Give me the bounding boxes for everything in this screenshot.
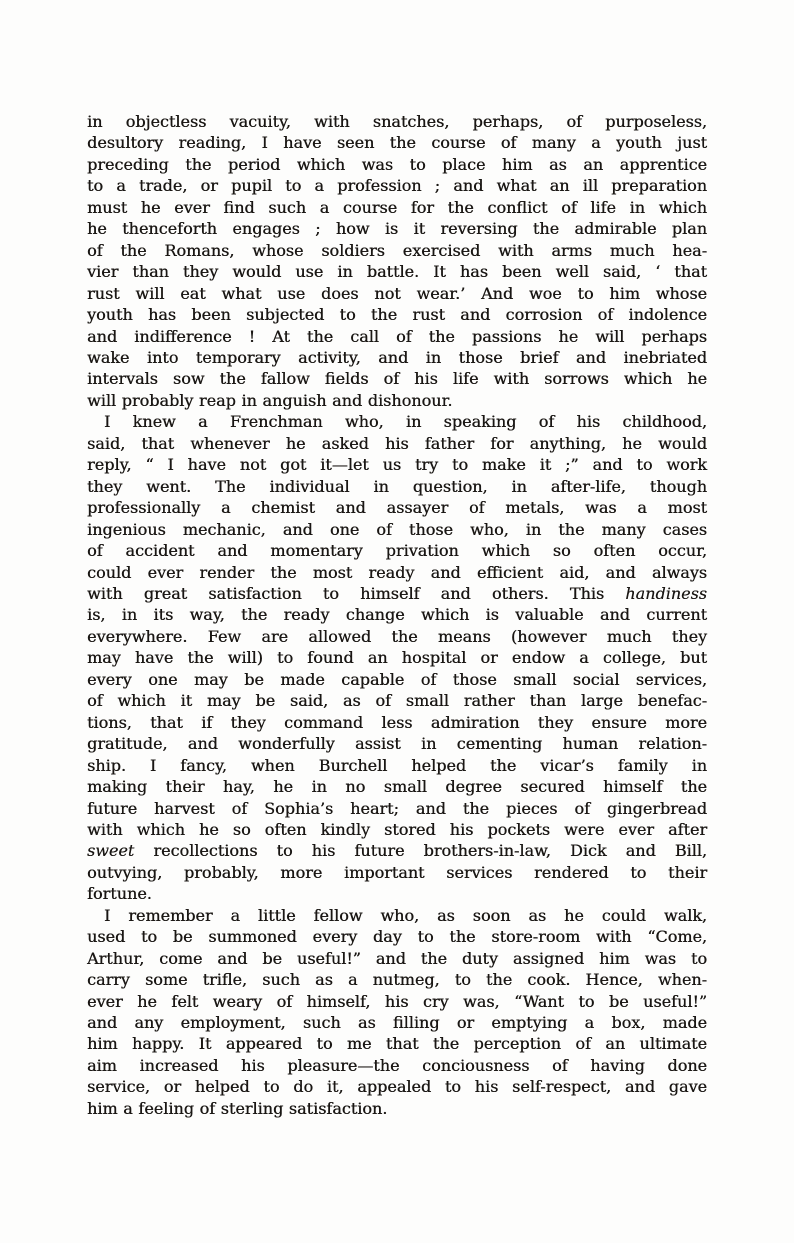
text-line: he thenceforth engages ; how is it reversing the admirable plan (87, 219, 707, 239)
text-line: fortune. (87, 884, 152, 904)
italic-word: sweet (87, 841, 135, 861)
text-line: ship. I fancy, when Burchell helped the vicar’s family in (87, 755, 707, 775)
text-line: outvying, probably, more important services rendered to their (87, 862, 707, 882)
paragraph-1 (87, 111, 707, 411)
text-line: gratitude, and wonderfully assist in cementing human relation- (87, 734, 707, 754)
text-line: him happy. It appeared to me that the perception of an ultimate (87, 1034, 707, 1054)
text-line: and any employment, such as filling or emptying a box, made (87, 1013, 707, 1033)
text-line: everywhere. Few are allowed the means (however much they (87, 626, 707, 646)
text-line: ever he felt weary of himself, his cry was, “Want to be useful!” (87, 991, 707, 1011)
paragraph-2 (87, 411, 707, 904)
text-line: Arthur, come and be useful!” and the duty assigned him was to (87, 948, 707, 968)
text-line: will probably reap in anguish and dishonour. (87, 390, 453, 410)
text-line: said, that whenever he asked his father for anything, he would (87, 433, 707, 453)
text-line: carry some trifle, such as a nutmeg, to the cook. Hence, when- (87, 970, 707, 990)
text-line (87, 583, 707, 604)
text-line: to a trade, or pupil to a profession ; and what an ill preparation (87, 176, 707, 196)
text-line: desultory reading, I have seen the course of many a youth just (87, 133, 707, 153)
text-line: could ever render the most ready and efficient aid, and always (87, 562, 707, 582)
text-line: making their hay, he in no small degree secured himself the (87, 777, 707, 797)
text-line: wake into temporary activity, and in those brief and inebriated (87, 347, 707, 367)
text-line: and indifference ! At the call of the passions he will perhaps (87, 326, 707, 346)
text-line: reply, “ I have not got it—let us try to make it ;” and to work (87, 455, 707, 475)
text-line: I knew a Frenchman who, in speaking of his childhood, (104, 412, 707, 432)
italic-word: handiness (625, 583, 707, 603)
text-segment: with great satisfaction to himself and others. This (87, 583, 626, 603)
text-line: in objectless vacuity, with snatches, perhaps, of purposeless, (87, 112, 707, 131)
text-line: must he ever find such a course for the conflict of life in which (87, 197, 707, 217)
text-line: they went. The individual in question, in after-life, though (87, 476, 707, 496)
text-line: of accident and momentary privation which so often occur, (87, 541, 707, 561)
text-line: future harvest of Sophia’s heart; and the pieces of gingerbread (87, 798, 707, 818)
text-line: intervals sow the fallow fields of his life with sorrows which he (87, 369, 707, 389)
text-line: of which it may be said, as of small rather than large benefac- (87, 691, 707, 711)
text-line: him a feeling of sterling satisfaction. (87, 1098, 388, 1118)
text-line: tions, that if they command less admiration they ensure more (87, 712, 707, 732)
text-line: may have the will) to found an hospital or endow a college, but (87, 648, 707, 668)
text-line: is, in its way, the ready change which is valuable and current (87, 605, 707, 625)
text-line: preceding the period which was to place him as an apprentice (87, 154, 707, 174)
paragraph-3 (87, 905, 707, 1120)
text-line: ingenious mechanic, and one of those who, in the many cases (87, 519, 707, 539)
text-line: I remember a little fellow who, as soon as he could walk, (104, 905, 707, 925)
text-line: rust will eat what use does not wear.’ And woe to him whose (87, 283, 707, 303)
text-line: every one may be made capable of those small social services, (87, 669, 707, 689)
text-segment: recollections to his future brothers-in-law, Dick and Bill, (134, 841, 707, 861)
text-line: vier than they would use in battle. It has been well said, ‘ that (87, 262, 707, 282)
text-line (87, 840, 707, 861)
text-line: professionally a chemist and assayer of metals, was a most (87, 498, 707, 518)
text-line: youth has been subjected to the rust and corrosion of indolence (87, 305, 707, 325)
text-line: of the Romans, whose soldiers exercised with arms much hea- (87, 240, 707, 260)
text-line: with which he so often kindly stored his pockets were ever after (87, 819, 707, 839)
text-line: service, or helped to do it, appealed to his self-respect, and gave (87, 1077, 707, 1097)
text-line: aim increased his pleasure—the conciousness of having done (87, 1055, 707, 1075)
text-block (87, 111, 707, 1119)
text-line: used to be summoned every day to the store-room with “Come, (87, 927, 707, 947)
